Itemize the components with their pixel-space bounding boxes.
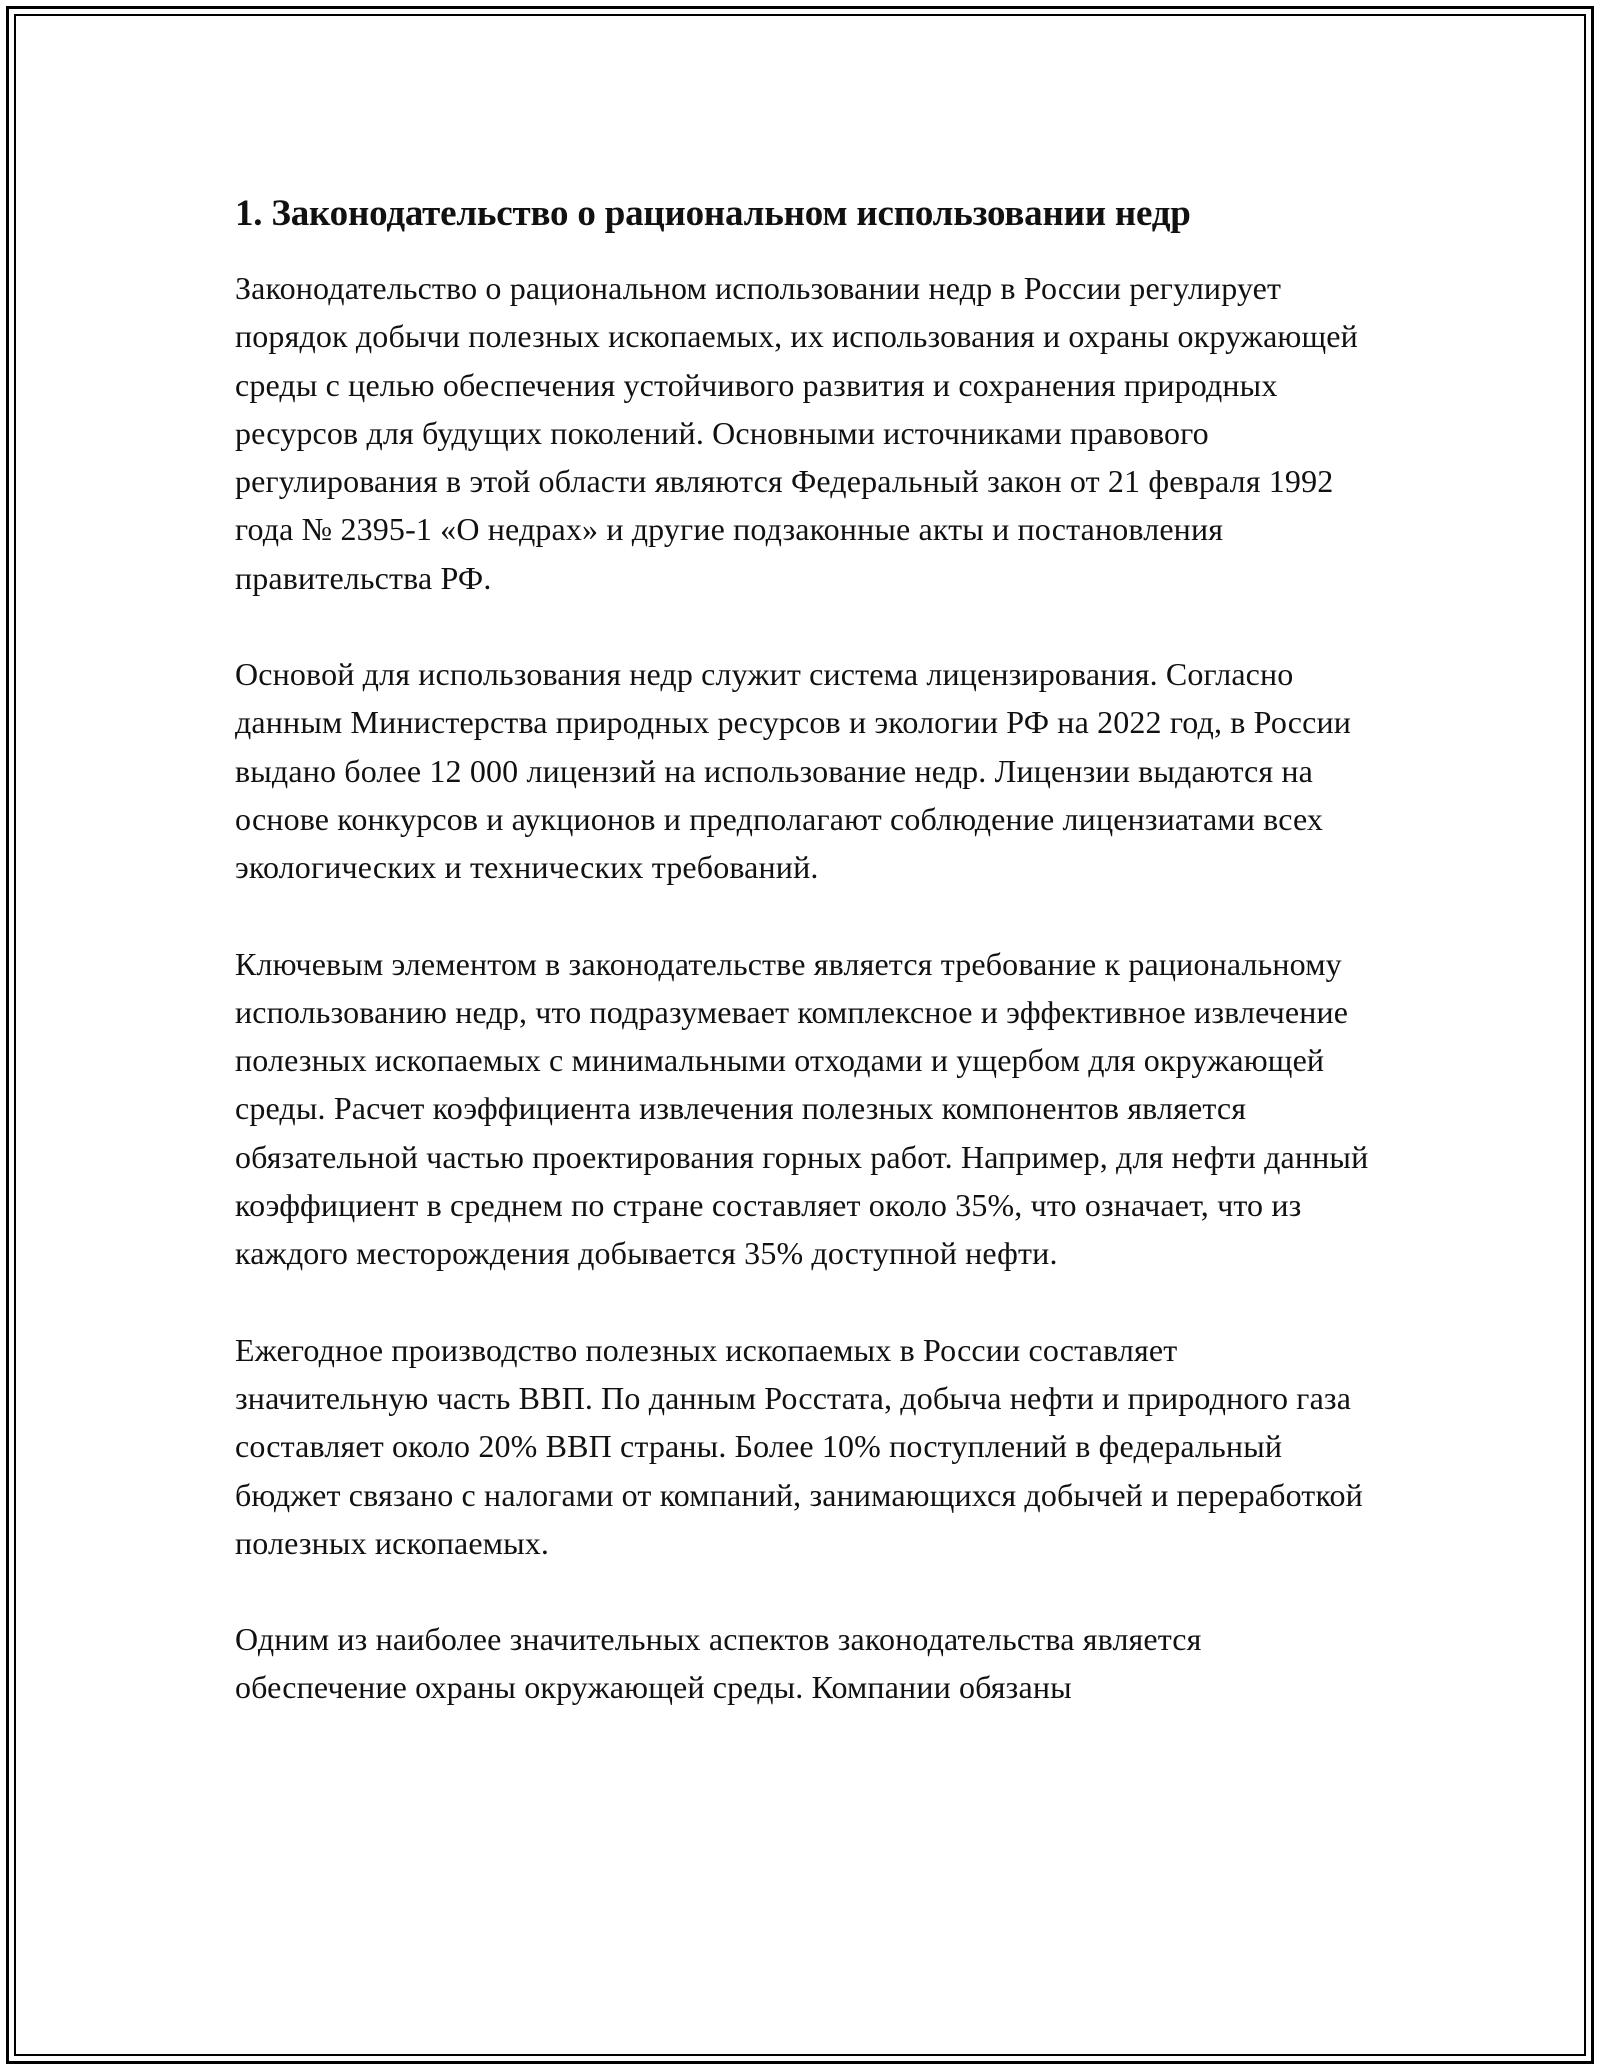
paragraph-gdp-share: Ежегодное производство полезных ископаемых в России составляет значительную часть ВВП. По данным Росстата, добыча нефти и природного газа составляет около 20% ВВП страны. Более 10% поступлений в федеральный бюджет связано с налогами от компаний, занимающихся добычей и переработкой полезных ископаемых. xyxy=(235,1331,1363,1561)
paragraph-legislation-overview: Законодательство о рациональном использовании недр в России регулирует порядок добычи полезных ископаемых, их использования и охраны окружающей среды с целью обеспечения устойчивого развития и сохранения природных ресурсов для будущих поколений. Основными источниками правового регулирования в этой области являются Федеральный закон от 21 февраля 1992 года № 2395-1 «О недрах» и другие подзаконные акты и постановления правительства РФ. xyxy=(235,270,1358,596)
document-body xyxy=(235,186,1375,1760)
paragraph-environment: Одним из наиболее значительных аспектов законодательства является обеспечение охраны окружающей среды. Компании обязаны xyxy=(235,1621,1202,1706)
section-heading: 1. Законодательство о рациональном использовании недр xyxy=(235,193,1191,234)
paragraph-rational-use: Ключевым элементом в законодательстве является требование к рациональному использованию недр, что подразумевает комплексное и эффективное извлечение полезных ископаемых с минимальными отходами и ущербом для окружающей среды. Расчет коэффициента извлечения полезных компонентов является обязательной частью проектирования горных работ. Например, для нефти данный коэффициент в среднем по стране составляет около 35%, что означает, что из каждого месторождения добывается 35% доступной нефти. xyxy=(235,945,1369,1272)
paragraph-licensing: Основой для использования недр служит система лицензирования. Согласно данным Министерства природных ресурсов и экологии РФ на 2022 год, в России выдано более 12 000 лицензий на использование недр. Лицензии выдаются на основе конкурсов и аукционов и предполагают соблюдение лицензиатами всех экологических и технических требований. xyxy=(235,656,1352,886)
